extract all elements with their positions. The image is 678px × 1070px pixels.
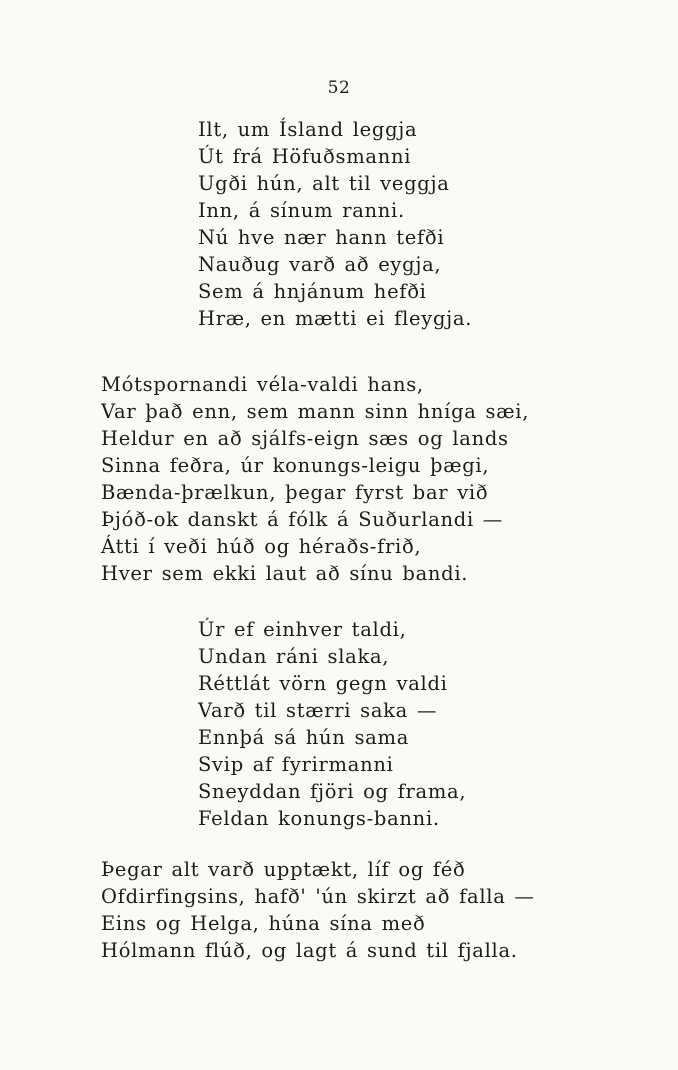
stanza-2: [101, 371, 529, 587]
verse-line: Undan ráni slaka,: [198, 645, 390, 668]
verse-line: Sneyddan fjöri og frama,: [198, 780, 467, 803]
verse-line: Ilt, um Ísland leggja: [198, 118, 418, 141]
verse-line: Varð til stærri saka —: [198, 699, 438, 722]
verse-line: Heldur en að sjálfs-eign sæs og lands: [101, 427, 509, 450]
verse-line: Hver sem ekki laut að sínu bandi.: [101, 562, 469, 585]
verse-line: Hræ, en mætti ei fleygja.: [198, 307, 473, 330]
verse-line: Var það enn, sem mann sinn hníga sæi,: [101, 400, 530, 423]
verse-line: Feldan konungs-banni.: [198, 807, 440, 830]
verse-line: Átti í veði húð og héraðs-frið,: [101, 535, 422, 558]
verse-line: Ugði hún, alt til veggja: [198, 172, 450, 195]
verse-line: Eins og Helga, húna sína með: [101, 912, 426, 935]
verse-line: Ennþá sá hún sama: [198, 726, 410, 749]
verse-line: Mótspornandi véla-valdi hans,: [101, 373, 424, 396]
verse-line: Svip af fyrirmanni: [198, 753, 394, 776]
verse-line: Nú hve nær hann tefði: [198, 226, 445, 249]
verse-line: Út frá Höfuðsmanni: [198, 145, 412, 168]
verse-line: Þjóð-ok danskt á fólk á Suðurlandi —: [101, 508, 504, 531]
page-number: 52: [327, 78, 351, 98]
verse-line: Nauðug varð að eygja,: [198, 253, 442, 276]
verse-line: Þegar alt varð upptækt, líf og féð: [101, 858, 466, 881]
verse-line: Sem á hnjánum hefði: [198, 280, 427, 303]
verse-line: Úr ef einhver taldi,: [198, 618, 407, 641]
verse-line: Hólmann flúð, og lagt á sund til fjalla.: [101, 939, 518, 962]
stanza-3: [198, 616, 466, 832]
stanza-1: [198, 116, 472, 332]
verse-line: Réttlát vörn gegn valdi: [198, 672, 448, 695]
verse-line: Ofdirfingsins, hafð' 'ún skirzt að falla —: [101, 885, 535, 908]
stanza-4: [101, 856, 535, 964]
verse-line: Bænda-þrælkun, þegar fyrst bar við: [101, 481, 489, 504]
verse-line: Inn, á sínum ranni.: [198, 199, 405, 222]
verse-line: Sinna feðra, úr konungs-leigu þægi,: [101, 454, 490, 477]
